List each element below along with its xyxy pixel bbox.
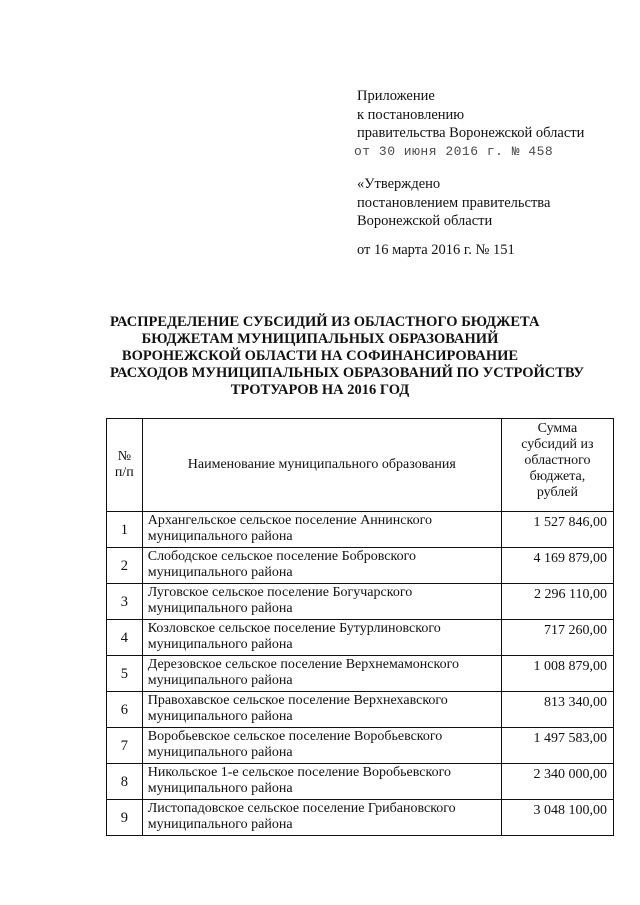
municipality-name: [142, 728, 501, 764]
table-row: [107, 584, 614, 620]
table-row: [107, 692, 614, 728]
header-text: Сумма: [537, 421, 578, 436]
subsidy-amount: 813 340,00: [501, 692, 613, 728]
column-header-number: [107, 419, 143, 512]
municipality-name: [142, 800, 501, 836]
table-row: [107, 800, 614, 836]
header-text: рублей: [536, 485, 578, 500]
table-row: [107, 764, 614, 800]
row-number: 9: [107, 800, 143, 836]
header-text: п/п: [114, 465, 134, 480]
appendix-line: к постановлению: [357, 106, 465, 123]
subsidy-amount: 1 497 583,00: [501, 728, 613, 764]
table-row: [107, 548, 614, 584]
title-line: БЮДЖЕТАМ МУНИЦИПАЛЬНЫХ ОБРАЗОВАНИЙ: [141, 331, 499, 347]
table-row: [107, 728, 614, 764]
municipality-name-line: Архангельское сельское поселение Аннинского: [147, 513, 432, 528]
header-text: субсидий из: [521, 437, 594, 452]
municipality-name-line: Воробьевское сельское поселение Воробьевского: [147, 729, 443, 744]
row-number: 8: [107, 764, 143, 800]
municipality-name-line: муниципального района: [147, 745, 293, 760]
approval-block: [357, 175, 550, 259]
municipality-name-line: Правохавское сельское поселение Верхнехавского: [147, 693, 448, 708]
municipality-name-line: муниципального района: [147, 601, 293, 616]
row-number: 6: [107, 692, 143, 728]
municipality-name-line: Луговское сельское поселение Богучарского: [147, 585, 413, 600]
column-header-amount: [501, 419, 613, 512]
subsidy-table: [106, 418, 614, 836]
municipality-name-line: муниципального района: [147, 673, 293, 688]
table-header-row: [107, 419, 614, 512]
appendix-block: [354, 87, 585, 161]
municipality-name-line: муниципального района: [147, 709, 293, 724]
header-text: №: [117, 449, 132, 464]
municipality-name-line: Листопадовское сельское поселение Грибановского: [147, 801, 456, 816]
table-row: [107, 620, 614, 656]
table-row: [107, 512, 614, 548]
municipality-name-line: муниципального района: [147, 565, 293, 580]
table-body: [107, 512, 614, 836]
subsidy-amount: 1 527 846,00: [501, 512, 613, 548]
title-line: РАСПРЕДЕЛЕНИЕ СУБСИДИЙ ИЗ ОБЛАСТНОГО БЮДЖЕТА: [110, 314, 540, 330]
municipality-name-line: Козловское сельское поселение Бутурлиновского: [147, 621, 441, 636]
municipality-name-line: Дерезовское сельское поселение Верхнемамонского: [147, 657, 460, 672]
subsidy-amount: 4 169 879,00: [501, 548, 613, 584]
municipality-name: [142, 548, 501, 584]
column-header-name: Наименование муниципального образования: [142, 419, 501, 512]
approval-line: Воронежской области: [357, 213, 493, 229]
municipality-name: [142, 512, 501, 548]
header-text: областного: [524, 453, 591, 468]
subsidy-amount: 1 008 879,00: [501, 656, 613, 692]
header-text: бюджета,: [529, 469, 586, 484]
approval-date-line: от 16 марта 2016 г. № 151: [357, 241, 515, 258]
row-number: 3: [107, 584, 143, 620]
approval-line: «Утверждено: [357, 176, 441, 192]
municipality-name-line: муниципального района: [147, 637, 293, 652]
appendix-line: Приложение: [357, 88, 435, 104]
municipality-name: [142, 764, 501, 800]
subsidy-amount: 2 340 000,00: [501, 764, 613, 800]
municipality-name-line: муниципального района: [147, 817, 293, 832]
title-line: ВОРОНЕЖСКОЙ ОБЛАСТИ НА СОФИНАНСИРОВАНИЕ: [121, 348, 519, 364]
table-row: [107, 656, 614, 692]
row-number: 5: [107, 656, 143, 692]
row-number: 2: [107, 548, 143, 584]
municipality-name-line: муниципального района: [147, 781, 293, 796]
municipality-name: [142, 656, 501, 692]
subsidy-amount: 717 260,00: [501, 620, 613, 656]
title-line: РАСХОДОВ МУНИЦИПАЛЬНЫХ ОБРАЗОВАНИЙ ПО УСТРОЙСТВУ: [110, 365, 585, 381]
municipality-name-line: Никольское 1-е сельское поселение Воробьевского: [147, 765, 451, 780]
municipality-name-line: муниципального района: [147, 529, 293, 544]
municipality-name-line: Слободское сельское поселение Бобровского: [147, 549, 416, 564]
document-title: [110, 314, 585, 399]
row-number: 4: [107, 620, 143, 656]
title-line: ТРОТУАРОВ НА 2016 ГОД: [230, 382, 410, 398]
row-number: 1: [107, 512, 143, 548]
row-number: 7: [107, 728, 143, 764]
resolution-date-stamp: от 30 июня 2016 г. № 458: [354, 143, 554, 159]
appendix-line: правительства Воронежской области: [357, 125, 585, 141]
municipality-name: [142, 584, 501, 620]
municipality-name: [142, 620, 501, 656]
subsidy-amount: 2 296 110,00: [501, 584, 613, 620]
subsidy-amount: 3 048 100,00: [501, 800, 613, 836]
approval-line: постановлением правительства: [357, 194, 551, 211]
municipality-name: [142, 692, 501, 728]
